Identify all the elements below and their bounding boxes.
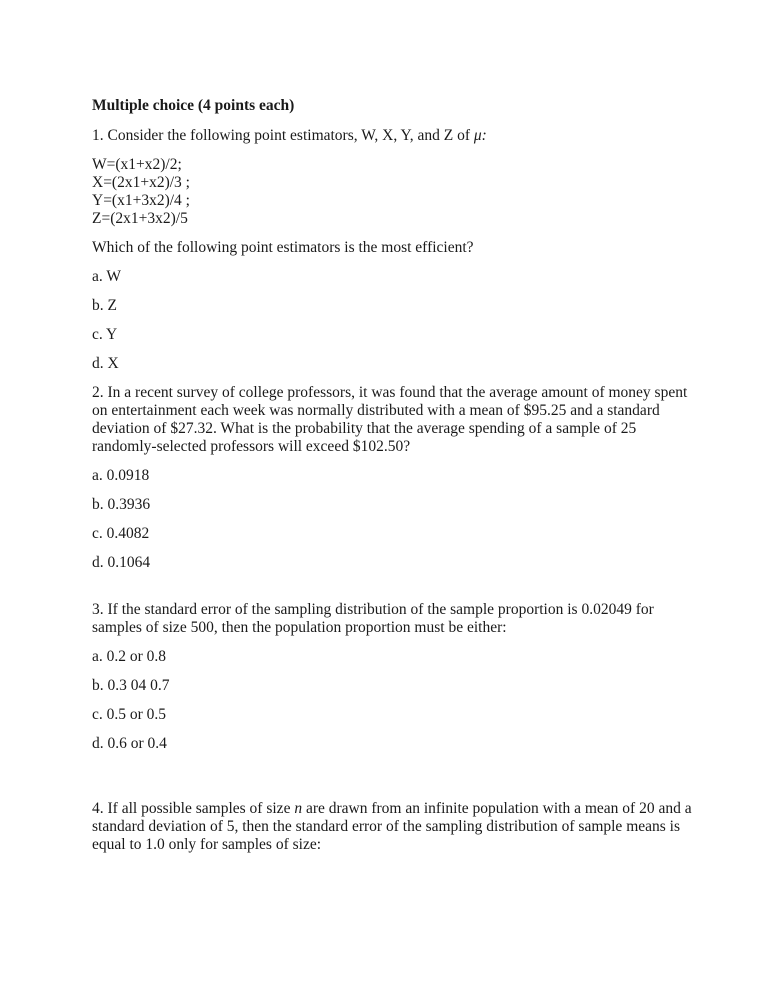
q2-option-d: d. 0.1064 xyxy=(92,554,151,571)
question-1-text: 1. Consider the following point estimators, W, X, Y, and Z of xyxy=(92,127,474,144)
q3-option-c: c. 0.5 or 0.5 xyxy=(92,706,167,723)
q1-option-b: b. Z xyxy=(92,297,117,314)
q1-option-c: c. Y xyxy=(92,326,118,343)
spacer xyxy=(92,583,692,601)
formula-w: W=(x1+x2)/2; xyxy=(92,156,182,173)
question-2-prompt: 2. In a recent survey of college professors, it was found that the average amount of money spent on entertainment each week was normally distributed with a mean of $95.25 and a standard deviation of $27.32. What is the probability that the average spending of a sample of 25 randomly-selected professors will exceed $102.50? xyxy=(92,384,688,455)
q2-option-c: c. 0.4082 xyxy=(92,525,150,542)
mu-symbol: μ: xyxy=(473,127,487,144)
formula-z: Z=(2x1+3x2)/5 xyxy=(92,210,188,227)
formula-y: Y=(x1+3x2)/4 ; xyxy=(92,192,190,209)
question-1-prompt xyxy=(92,127,692,145)
q1-option-a: a. W xyxy=(92,268,121,285)
question-1-question: Which of the following point estimators is the most efficient? xyxy=(92,239,474,256)
variable-n: n xyxy=(294,800,303,817)
question-4-text-before: 4. If all possible samples of size xyxy=(92,800,295,817)
question-4-prompt xyxy=(92,800,692,854)
section-heading: Multiple choice (4 points each) xyxy=(92,97,295,114)
q1-option-d: d. X xyxy=(92,355,119,372)
formula-x: X=(2x1+x2)/3 ; xyxy=(92,174,190,191)
question-4-text-after: are drawn from an infinite population with a mean of 20 and a standard deviation of 5, then the standard error of the sampling distribution of sample means is equal to 1.0 only for samples of size: xyxy=(92,800,692,853)
document-page xyxy=(92,97,692,865)
question-3-prompt: 3. If the standard error of the sampling distribution of the sample proportion is 0.02049 for samples of size 500, then the population proportion must be either: xyxy=(92,601,654,636)
q2-option-b: b. 0.3936 xyxy=(92,496,151,513)
spacer xyxy=(92,764,692,800)
q3-option-b: b. 0.3 04 0.7 xyxy=(92,677,170,694)
q3-option-a: a. 0.2 or 0.8 xyxy=(92,648,167,665)
q2-option-a: a. 0.0918 xyxy=(92,467,150,484)
q3-option-d: d. 0.6 or 0.4 xyxy=(92,735,167,752)
estimator-formulas xyxy=(92,156,692,228)
